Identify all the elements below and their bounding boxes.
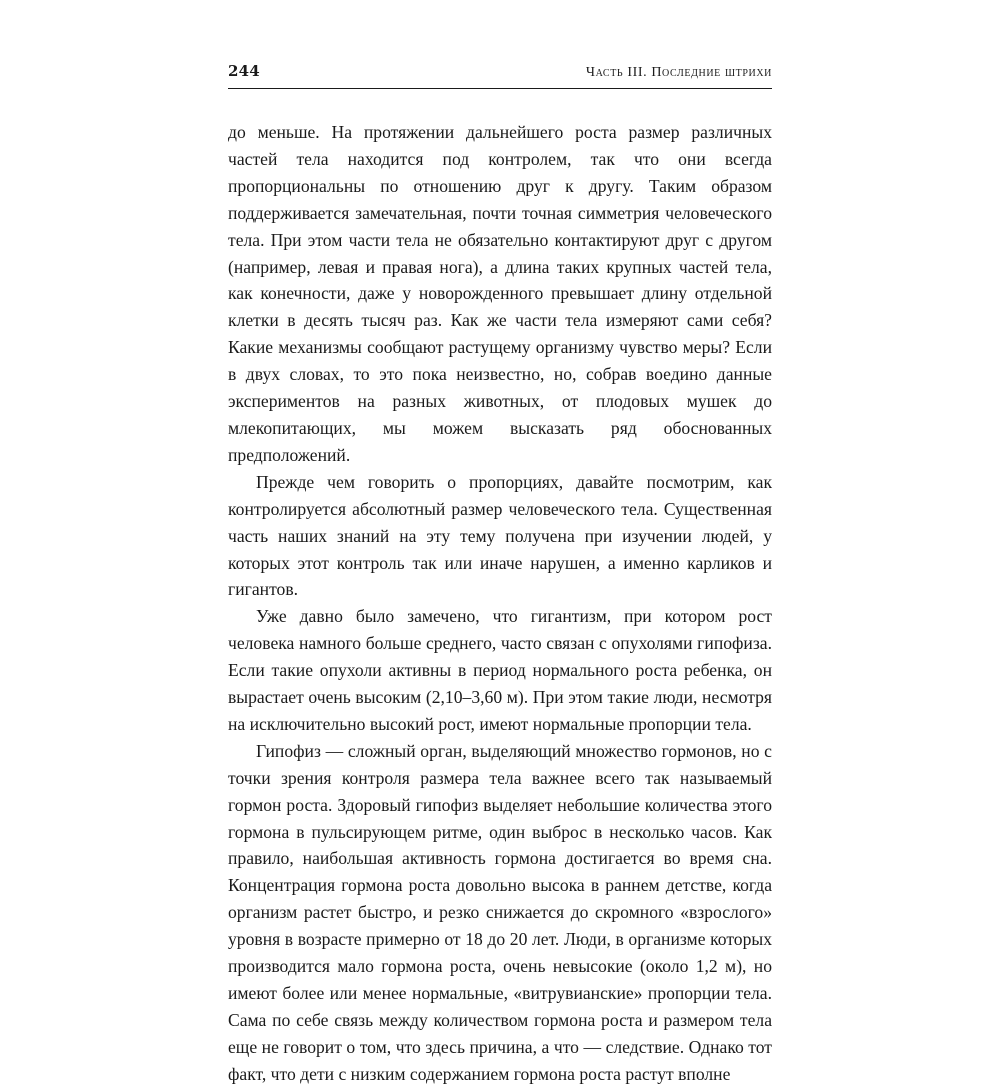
section-title [586,65,772,81]
book-page [228,62,772,1084]
body-text [228,119,772,1088]
paragraph-continuation: до меньше. На протяжении дальнейшего роста размер различных частей тела находится под контролем, так что они всегда пропорциональны по отношению друг к другу. Таким образом поддерживается замечательная, почти точная симметрия человеческого тела. При этом части тела не обязательно контактируют друг с другом (например, левая и правая нога), а длина таких крупных частей тела, как конечности, даже у новорожденного превышает длину отдельной клетки в десять тысяч раз. Как же части тела измеряют сами себя? Какие механизмы сообщают растущему организму чувство меры? Если в двух словах, то это пока неизвестно, но, собрав воедино данные экспериментов на разных животных, от плодовых мушек до млекопитающих, мы можем высказать ряд обоснованных предположений. [228,122,772,465]
page-number: 244 [228,62,260,80]
section-title-text: Часть III. Последние штрихи [585,65,772,80]
paragraph-body-size: Прежде чем говорить о пропорциях, давайте посмотрим, как контролируется абсолютный размер человеческого тела. Существенная часть наших знаний на эту тему получена при изучении людей, у которых этот контроль так или иначе нарушен, а именно карликов и гигантов. [228,471,772,600]
running-head [228,62,772,89]
paragraph-pituitary: Гипофиз — сложный орган, выделяющий множество гормонов, но с точки зрения контроля размера тела важнее всего так называемый гормон роста. Здоровый гипофиз выделяет небольшие количества этого гормона в пульсирующем ритме, один выброс в несколько часов. Как правило, наибольшая активность гормона достигается во время сна. Концентрация гормона роста довольно высока в раннем детстве, когда организм растет быстро, и резко снижается до скромного «взрослого» уровня в возрасте примерно от 18 до 20 лет. Люди, в организме которых производится мало гормона роста, очень невысокие (около 1,2 м), но имеют более или менее нормальные, «витрувианские» пропорции тела. Сама по себе связь между количеством гормона роста и размером тела еще не говорит о том, что здесь причина, а что — следствие. Однако тот факт, что дети с низким содержанием гормона роста растут вполне [228,740,772,1084]
paragraph-gigantism: Уже давно было замечено, что гигантизм, при котором рост человека намного больше среднего, часто связан с опухолями гипофиза. Если такие опухоли активны в период нормального роста ребенка, он вырастает очень высоким (2,10–3,60 м). При этом такие люди, несмотря на исключительно высокий рост, имеют нормальные пропорции тела. [228,606,772,734]
